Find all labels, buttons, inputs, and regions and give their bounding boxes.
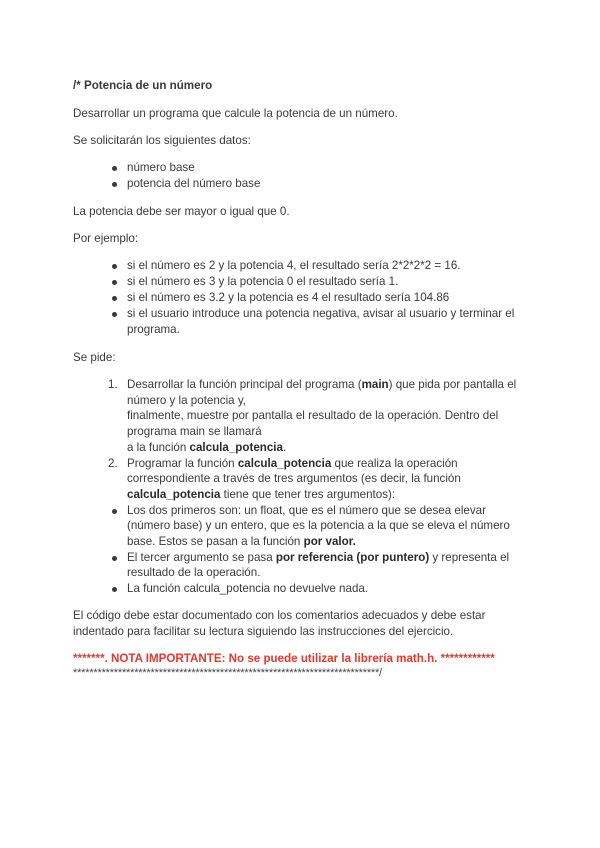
list-item: potencia del número base [127,176,543,192]
list-item: si el usuario introduce una potencia negativa, avisar al usuario y terminar el programa. [127,306,525,338]
example-heading: Por ejemplo: [73,232,139,245]
data-items-list [73,160,543,192]
data-request-text: Se solicitarán los siguientes datos: [73,134,251,147]
list-item: si el número es 3 y la potencia 0 el resultado sería 1. [127,274,543,290]
list-number: 1. [108,378,118,391]
list-item: número base [127,160,543,176]
list-item: si el número es 3.2 y la potencia es 4 el resultado sería 104.86 [127,290,543,306]
closing-text: El código debe estar documentado con los comentarios adecuados y debe estar indentado para facilitar su lectura siguiendo las instrucciones del ejercicio. [73,608,486,638]
list-item: si el número es 2 y la potencia 4, el resultado sería 2*2*2*2 = 16. [127,258,543,274]
comment-open: /* [73,79,84,92]
requirements-list [73,377,543,597]
examples-list [73,258,543,338]
requirement-1: 1. Desarrollar la función principal del programa (main) que pida por pantalla el número y la potencia y, finalmente, muestre por pantalla el resultado de la operación. Dentro del programa main se llamará a la función calcula_potencia. [108,378,517,454]
argument-bullet-2: El tercer argumento se pasa por referencia (por puntero) y representa el resultado de la operación. [127,550,532,581]
argument-bullet-3: La función calcula_potencia no devuelve nada. [127,581,543,597]
intro-text: Desarrollar un programa que calcule la potencia de un número. [73,107,398,120]
requirement-2: 2. Programar la función calcula_potencia que realiza la operación correspondiente a través de tres argumentos (es decir, la función calcula_potencia tiene que tener tres argumentos): [108,456,461,501]
comment-close-line: ***************************************************************************/ [73,666,382,679]
argument-bullet-1: Los dos primeros son: un float, que es el número que se desea elevar (número base) y un entero, que es la potencia a la que se eleva el número base. Estos se pasan a la función por valor. [127,503,529,550]
title-text: Potencia de un número [83,79,213,92]
document-page [73,78,543,679]
list-number: 2. [108,456,118,470]
important-note: *******. NOTA IMPORTANTE: No se puede utilizar la librería math.h. ************ [73,651,495,665]
constraint-text: La potencia debe ser mayor o igual que 0. [73,205,290,218]
document-title [73,78,543,94]
requirements-heading: Se pide: [73,351,116,364]
